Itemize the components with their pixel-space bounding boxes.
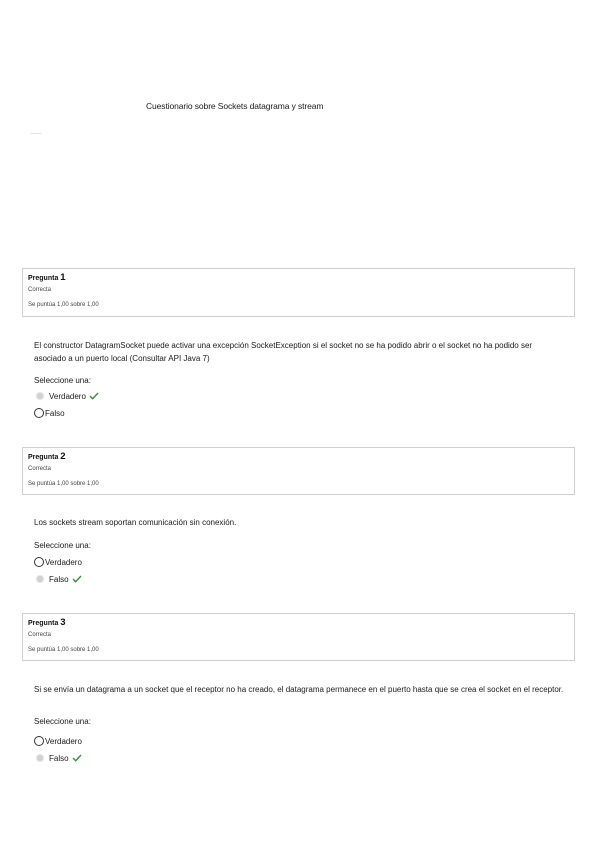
question-label: Pregunta	[28, 454, 59, 461]
question-number: 3	[60, 617, 66, 628]
question-info-3	[22, 613, 575, 661]
question-grade: Se puntúa 1,00 sobre 1,00	[28, 481, 99, 487]
answer-prompt-1: Seleccione una:	[34, 376, 91, 385]
question-text-1: El constructor DatagramSocket puede activar una excepción SocketException si el socket no se ha podido abrir o el socket no ha podido ser asociado a un puerto local (Consultar API Java 7)	[34, 341, 533, 363]
option-label: Verdadero	[49, 391, 86, 401]
question-info-1	[22, 268, 575, 317]
answer-prompt-2: Seleccione una:	[34, 541, 91, 550]
divider	[30, 133, 42, 134]
option-q1-falso[interactable]	[34, 407, 65, 419]
check-icon	[72, 754, 82, 762]
check-icon	[72, 575, 82, 583]
radio-selected-icon[interactable]	[36, 754, 44, 762]
page-title: Cuestionario sobre Sockets datagrama y stream	[146, 101, 324, 111]
radio-empty-icon[interactable]	[34, 408, 44, 418]
question-grade: Se puntúa 1,00 sobre 1,00	[28, 302, 99, 308]
question-state: Correcta	[28, 287, 52, 293]
option-q3-verdadero[interactable]	[34, 735, 82, 747]
option-label: Verdadero	[45, 557, 82, 567]
option-q2-verdadero[interactable]	[34, 556, 82, 568]
question-state: Correcta	[28, 466, 52, 472]
question-number: 1	[60, 272, 66, 283]
question-state: Correcta	[28, 632, 52, 638]
question-number: 2	[60, 451, 66, 462]
question-info-2	[22, 447, 575, 495]
radio-empty-icon[interactable]	[34, 557, 44, 567]
option-q3-falso[interactable]	[34, 752, 82, 764]
option-q2-falso[interactable]	[34, 573, 82, 585]
option-label: Falso	[49, 753, 69, 763]
question-label: Pregunta	[28, 275, 59, 282]
question-text-3: Si se envía un datagrama a un socket que el receptor no ha creado, el datagrama permanece en el puerto hasta que se crea el socket en el receptor.	[34, 685, 564, 694]
option-label: Falso	[45, 408, 65, 418]
radio-selected-icon[interactable]	[36, 392, 44, 400]
question-grade: Se puntúa 1,00 sobre 1,00	[28, 647, 99, 653]
radio-empty-icon[interactable]	[34, 736, 44, 746]
option-label: Verdadero	[45, 736, 82, 746]
question-label: Pregunta	[28, 620, 59, 627]
option-q1-verdadero[interactable]	[34, 390, 99, 402]
option-label: Falso	[49, 574, 69, 584]
radio-selected-icon[interactable]	[36, 575, 44, 583]
check-icon	[89, 392, 99, 400]
answer-prompt-3: Seleccione una:	[34, 717, 91, 726]
question-text-2: Los sockets stream soportan comunicación sin conexión.	[34, 518, 237, 527]
